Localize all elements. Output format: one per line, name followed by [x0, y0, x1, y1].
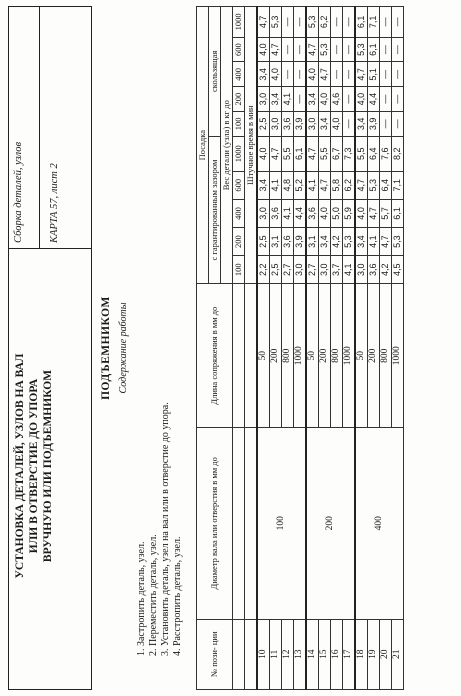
time-cell: 3,9: [294, 111, 307, 136]
title-line: ИЛИ В ОТВЕРСТИЕ ДО УПОРА: [28, 378, 40, 554]
time-cell: 5,3: [392, 228, 404, 256]
time-cell: —: [331, 7, 343, 38]
work-heading: Содержание работы: [118, 302, 129, 394]
time-cell: 3,0: [355, 256, 368, 284]
col-diameter-header: Диаметр вала или отверстия в мм до: [197, 428, 233, 619]
time-cell: —: [343, 62, 356, 87]
time-cell: 3,4: [257, 62, 270, 87]
time-cell: 2,2: [257, 256, 270, 284]
time-cell: —: [380, 37, 392, 62]
time-cell: 6,4: [368, 136, 380, 171]
weight-header: Вес детали (узла) в кг до: [221, 7, 233, 284]
time-cell: 3,0: [257, 199, 270, 227]
time-cell: 3,4: [257, 171, 270, 199]
weight-cell: 200: [233, 228, 245, 256]
time-cell: 4,7: [257, 7, 270, 38]
page-title: [13, 251, 55, 681]
time-cell: 3,0: [294, 256, 307, 284]
length-cell: 200: [319, 284, 331, 428]
time-cell: 5,5: [282, 136, 294, 171]
time-cell: 4,7: [355, 62, 368, 87]
time-cell: 4,1: [282, 87, 294, 112]
time-cell: 7,1: [392, 171, 404, 199]
time-cell: 4,0: [306, 62, 319, 87]
time-cell: —: [392, 37, 404, 62]
time-cell: 4,1: [368, 228, 380, 256]
time-cell: 3,0: [319, 256, 331, 284]
time-cell: 3,9: [368, 111, 380, 136]
steps-list: [136, 402, 184, 656]
time-cell: 3,4: [355, 111, 368, 136]
time-cell: —: [392, 111, 404, 136]
time-cell: 5,3: [270, 7, 282, 38]
time-cell: 5,5: [355, 136, 368, 171]
title-line: УСТАНОВКА ДЕТАЛЕЙ, УЗЛОВ НА ВАЛ: [14, 353, 26, 579]
time-cell: —: [343, 111, 356, 136]
time-cell: 5,0: [331, 199, 343, 227]
time-cell: —: [294, 37, 307, 62]
position-cell: 10: [257, 619, 270, 689]
time-cell: 4,0: [270, 62, 282, 87]
section-title: ПОДЪЕМНИКОМ: [100, 296, 112, 400]
length-cell: 1000: [392, 284, 404, 428]
length-cell: 1000: [294, 284, 307, 428]
weight-cell: 100: [233, 256, 245, 284]
time-cell: 4,6: [331, 87, 343, 112]
time-cell: 4,0: [257, 136, 270, 171]
time-cell: 4,2: [331, 228, 343, 256]
table-row: [355, 7, 368, 690]
time-cell: 4,7: [380, 228, 392, 256]
fit-header: Посадка: [197, 7, 209, 284]
table-row: [306, 7, 319, 690]
time-cell: —: [380, 111, 392, 136]
time-cell: 4,4: [294, 199, 307, 227]
time-cell: 3,1: [306, 228, 319, 256]
time-cell: 3,4: [270, 87, 282, 112]
time-cell: 4,7: [306, 37, 319, 62]
time-cell: —: [294, 7, 307, 38]
time-cell: 4,7: [368, 199, 380, 227]
position-cell: 20: [380, 619, 392, 689]
time-cell: 5,5: [319, 136, 331, 171]
step-item: 3. Установить деталь, узел на вал или в отверстие до упора.: [160, 402, 171, 656]
time-cell: 6,1: [392, 199, 404, 227]
time-cell: 3,6: [282, 228, 294, 256]
length-cell: 50: [355, 284, 368, 428]
position-cell: 18: [355, 619, 368, 689]
weight-cell: 1000: [233, 136, 245, 171]
time-cell: 4,0: [319, 199, 331, 227]
length-cell: 200: [270, 284, 282, 428]
time-cell: 4,1: [306, 171, 319, 199]
time-cell: 4,7: [319, 171, 331, 199]
time-cell: 5,3: [319, 37, 331, 62]
time-cell: 3,4: [319, 111, 331, 136]
length-cell: 200: [368, 284, 380, 428]
time-cell: —: [343, 37, 356, 62]
time-cell: 3,4: [355, 228, 368, 256]
time-cell: —: [380, 62, 392, 87]
time-cell: 4,7: [270, 37, 282, 62]
time-cell: 5,3: [368, 171, 380, 199]
weight-cell: 100: [233, 111, 245, 136]
length-cell: 1000: [343, 284, 356, 428]
weight-cell: 400: [233, 62, 245, 87]
time-cell: 7,6: [380, 136, 392, 171]
diameter-cell: 400: [355, 428, 404, 619]
time-cell: 5,2: [294, 171, 307, 199]
time-cell: 5,3: [343, 228, 356, 256]
time-cell: 3,6: [282, 111, 294, 136]
step-item: 4. Расстропить деталь, узел.: [172, 536, 183, 656]
weight-cell: 1000: [233, 7, 245, 38]
time-cell: 5,1: [368, 62, 380, 87]
position-cell: 17: [343, 619, 356, 689]
position-cell: 16: [331, 619, 343, 689]
time-cell: 5,3: [355, 37, 368, 62]
col-length-header: Длина сопряжения в мм до: [197, 284, 233, 428]
time-cell: 4,7: [319, 62, 331, 87]
time-cell: 7,3: [343, 136, 356, 171]
category-label: Сборка деталей, узлов: [13, 141, 24, 243]
col-position-header: № пози- ции: [197, 619, 233, 689]
time-cell: 4,1: [270, 171, 282, 199]
time-cell: 3,6: [306, 199, 319, 227]
position-cell: 19: [368, 619, 380, 689]
time-cell: 6,1: [294, 136, 307, 171]
position-cell: 12: [282, 619, 294, 689]
length-cell: 50: [257, 284, 270, 428]
time-cell: 6,1: [355, 7, 368, 38]
time-cell: 6,2: [343, 171, 356, 199]
table-row: [257, 7, 270, 690]
time-cell: 4,1: [343, 256, 356, 284]
time-cell: —: [331, 37, 343, 62]
diameter-cell: 200: [306, 428, 355, 619]
time-cell: —: [343, 87, 356, 112]
length-cell: 800: [282, 284, 294, 428]
time-cell: 5,8: [331, 171, 343, 199]
time-cell: —: [294, 87, 307, 112]
time-cell: —: [282, 7, 294, 38]
time-cell: —: [282, 37, 294, 62]
length-cell: 800: [380, 284, 392, 428]
time-cell: 4,7: [355, 171, 368, 199]
time-cell: —: [343, 7, 356, 38]
time-cell: 4,7: [270, 136, 282, 171]
weight-cell: 600: [233, 171, 245, 199]
time-cell: 3,6: [368, 256, 380, 284]
time-cell: 4,4: [368, 87, 380, 112]
time-cell: 3,7: [331, 256, 343, 284]
card-number: КАРТА 57, лист 2: [49, 163, 60, 243]
position-cell: 14: [306, 619, 319, 689]
time-cell: —: [282, 62, 294, 87]
time-cell: 6,7: [331, 136, 343, 171]
time-cell: 2,5: [270, 256, 282, 284]
time-cell: —: [380, 7, 392, 38]
time-cell: 5,7: [380, 199, 392, 227]
time-cell: 2,5: [257, 111, 270, 136]
diameter-cell: 100: [257, 428, 306, 619]
time-norm-table: [196, 6, 404, 690]
time-cell: 4,0: [257, 37, 270, 62]
time-cell: 4,1: [282, 199, 294, 227]
position-cell: 13: [294, 619, 307, 689]
time-cell: 3,0: [270, 111, 282, 136]
time-cell: 7,1: [368, 7, 380, 38]
time-cell: 3,6: [270, 199, 282, 227]
length-cell: 50: [306, 284, 319, 428]
time-cell: 3,4: [306, 87, 319, 112]
time-cell: —: [392, 87, 404, 112]
time-cell: —: [392, 62, 404, 87]
time-cell: 2,7: [306, 256, 319, 284]
time-cell: 8,2: [392, 136, 404, 171]
time-cell: 6,4: [380, 171, 392, 199]
time-cell: 4,0: [355, 199, 368, 227]
time-cell: —: [294, 62, 307, 87]
time-cell: 3,4: [319, 228, 331, 256]
position-cell: 21: [392, 619, 404, 689]
time-cell: 3,1: [270, 228, 282, 256]
time-cell: 4,2: [380, 256, 392, 284]
time-cell: 4,8: [282, 171, 294, 199]
fit-sliding-header: скользящая: [209, 7, 221, 137]
time-cell: 2,7: [282, 256, 294, 284]
time-cell: —: [392, 7, 404, 38]
time-cell: 3,0: [306, 111, 319, 136]
weight-cell: 400: [233, 199, 245, 227]
time-cell: —: [380, 87, 392, 112]
time-cell: 5,9: [343, 199, 356, 227]
weight-cell: 200: [233, 87, 245, 112]
time-header: Штучное время в мин: [245, 7, 258, 284]
step-item: 2. Переместить деталь, узел.: [148, 534, 159, 656]
header-box: [8, 6, 92, 690]
position-cell: 15: [319, 619, 331, 689]
time-cell: 4,0: [331, 111, 343, 136]
fit-clearance-header: с гарантированным зазором: [209, 136, 221, 284]
step-item: 1. Застропить деталь, узел.: [136, 541, 147, 656]
time-cell: —: [331, 62, 343, 87]
time-cell: 3,0: [257, 87, 270, 112]
weight-cell: 600: [233, 37, 245, 62]
time-cell: 4,0: [355, 87, 368, 112]
time-cell: 4,0: [319, 87, 331, 112]
title-line: ВРУЧНУЮ ИЛИ ПОДЪЕМНИКОМ: [42, 369, 54, 563]
time-cell: 6,1: [368, 37, 380, 62]
time-cell: 4,5: [392, 256, 404, 284]
time-cell: 5,3: [306, 7, 319, 38]
length-cell: 800: [331, 284, 343, 428]
time-cell: 3,9: [294, 228, 307, 256]
position-cell: 11: [270, 619, 282, 689]
time-cell: 2,5: [257, 228, 270, 256]
time-cell: 6,2: [319, 7, 331, 38]
time-cell: 4,7: [306, 136, 319, 171]
